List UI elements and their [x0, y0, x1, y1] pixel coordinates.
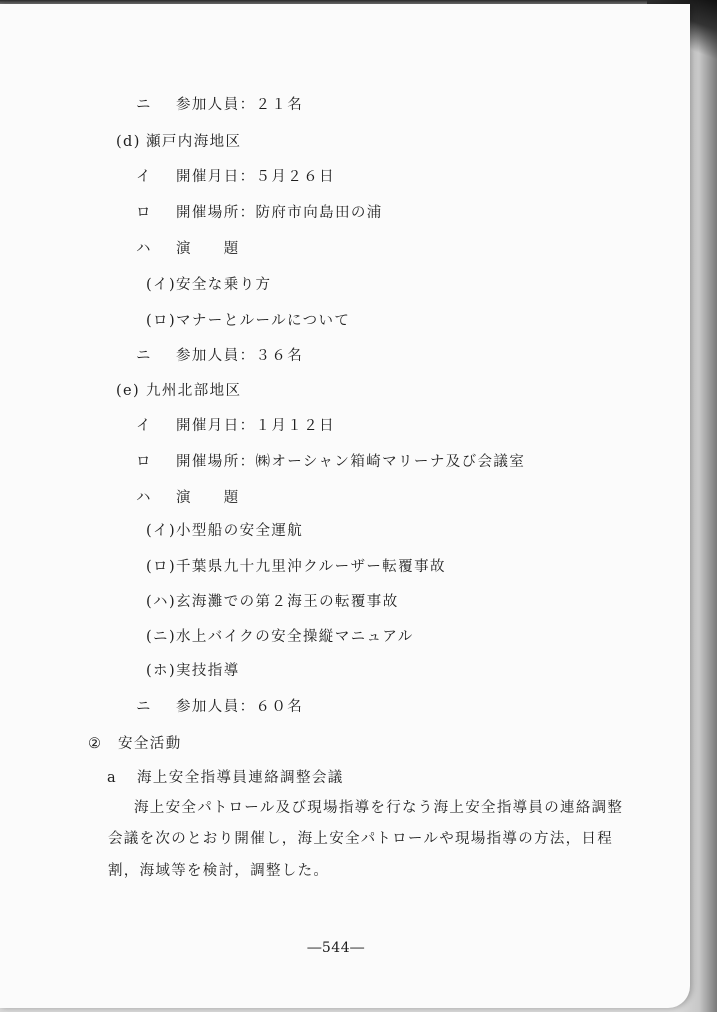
item-text: 参加人員：３６名: [176, 348, 304, 364]
item-mark: (ハ): [146, 594, 177, 610]
item-mark: イ: [136, 418, 152, 434]
item-text: 海上安全指導員連絡調整会議: [137, 770, 344, 786]
item-ni-participants: [136, 347, 303, 365]
item-text: 小型船の安全運航: [176, 523, 304, 539]
item-ni-participants: [136, 96, 303, 114]
item-mark: (e): [116, 383, 141, 399]
item-text: 演 題: [176, 490, 240, 506]
item-text: 瀬戸内海地区: [146, 134, 242, 150]
item-i-date: [136, 168, 335, 186]
item-text: 水上バイクの安全操縦マニュアル: [176, 629, 414, 645]
item-text: 安全活動: [118, 736, 182, 752]
item-ha-topics: [136, 489, 240, 507]
item-mark: (ロ): [146, 559, 177, 575]
topic-item: [146, 522, 303, 540]
item-mark: ニ: [136, 97, 152, 113]
section-heading-e: [116, 382, 241, 400]
item-text: マナーとルールについて: [176, 313, 351, 329]
item-mark: イ: [136, 169, 152, 185]
item-text: 九州北部地区: [146, 383, 242, 399]
item-text: 開催場所：防府市向島田の浦: [176, 205, 383, 221]
topic-item: [146, 558, 446, 576]
item-ni-participants: [136, 698, 303, 716]
topic-item: [146, 276, 271, 294]
paragraph-line: 会議を次のとおり開催し，海上安全パトロールや現場指導の方法，日程: [108, 831, 614, 847]
topic-item: [146, 628, 414, 646]
item-text: 開催場所：㈱オーシャン箱崎マリーナ及び会議室: [176, 454, 526, 470]
subsection-heading-a: [107, 769, 344, 787]
item-mark: (ホ): [146, 663, 177, 679]
item-text: 開催月日：１月１２日: [176, 418, 335, 434]
item-mark: ハ: [136, 241, 152, 257]
item-text: 玄海灘での第２海王の転覆事故: [176, 594, 399, 610]
item-mark: ロ: [136, 205, 152, 221]
paragraph-line: 割，海域等を検討，調整した。: [108, 863, 330, 879]
item-ro-venue: [136, 204, 383, 222]
section-heading-safety-activities: [88, 735, 182, 753]
item-mark: ロ: [136, 454, 152, 470]
item-mark: ニ: [136, 699, 152, 715]
item-mark: ②: [88, 736, 103, 752]
item-mark: (ニ): [146, 629, 177, 645]
item-text: 参加人員：６０名: [176, 699, 304, 715]
topic-item: [146, 312, 350, 330]
item-text: 参加人員：２１名: [176, 97, 304, 113]
item-ha-topics: [136, 240, 240, 258]
item-mark: a: [107, 770, 118, 786]
item-mark: ニ: [136, 348, 152, 364]
item-ro-venue: [136, 453, 525, 471]
paragraph-line: 海上安全パトロール及び現場指導を行なう海上安全指導員の連絡調整: [134, 800, 624, 816]
item-mark: (イ): [146, 277, 177, 293]
item-mark: (d): [116, 134, 141, 150]
item-text: 実技指導: [176, 663, 240, 679]
item-text: 開催月日：５月２６日: [176, 169, 335, 185]
item-text: 安全な乗り方: [176, 277, 272, 293]
topic-item: [146, 593, 399, 611]
section-heading-d: [116, 133, 241, 151]
item-text: 演 題: [176, 241, 240, 257]
item-mark: ハ: [136, 490, 152, 506]
item-i-date: [136, 417, 335, 435]
item-mark: (ロ): [146, 313, 177, 329]
topic-item: [146, 662, 240, 680]
page-number: ―544―: [307, 940, 365, 956]
item-mark: (イ): [146, 523, 177, 539]
item-text: 千葉県九十九里沖クルーザー転覆事故: [176, 559, 446, 575]
document-page: [0, 4, 690, 1008]
